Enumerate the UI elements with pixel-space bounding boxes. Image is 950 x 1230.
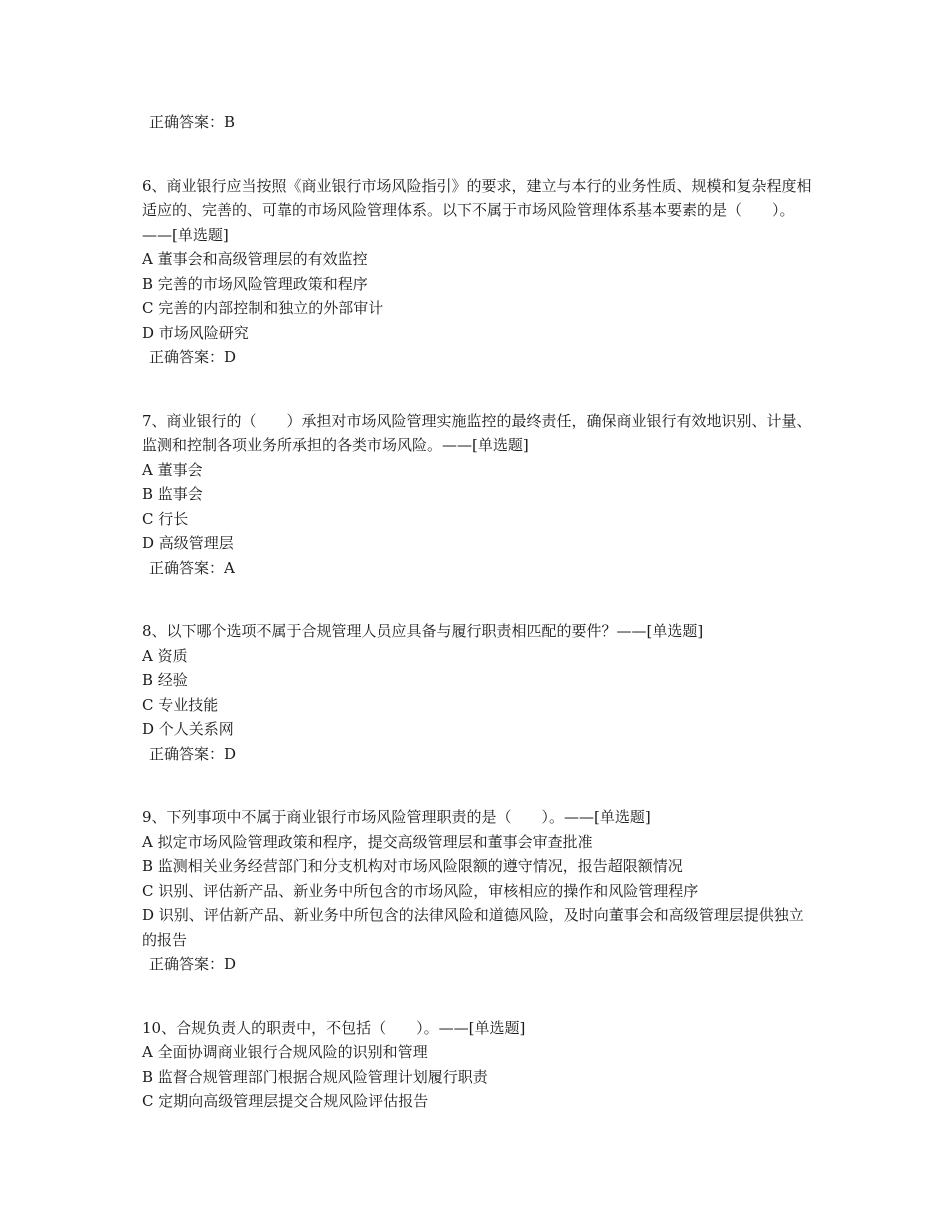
option-d: D 市场风险研究 xyxy=(142,323,249,342)
option-d: D 高级管理层 xyxy=(142,534,234,552)
document-page xyxy=(142,110,822,1114)
question-stem: 10、合规负责人的职责中，不包括（ ）。——[单选题] xyxy=(142,1018,526,1037)
question-10 xyxy=(142,1016,822,1114)
option-b: B 监事会 xyxy=(142,485,203,503)
option-a: A 董事会和高级管理层的有效监控 xyxy=(142,250,368,268)
option-a: A 全面协调商业银行合规风险的识别和管理 xyxy=(142,1043,428,1061)
option-b: B 监督合规管理部门根据合规风险管理计划履行职责 xyxy=(142,1067,488,1086)
option-b: B 经验 xyxy=(142,671,188,689)
correct-answer: 正确答案：D xyxy=(149,348,237,366)
question-6 xyxy=(142,174,822,370)
correct-answer: 正确答案：A xyxy=(149,558,235,577)
spacer xyxy=(142,370,822,409)
option-c: C 专业技能 xyxy=(142,695,219,714)
option-d: D 个人关系网 xyxy=(142,720,234,738)
option-c: C 识别、评估新产品、新业务中所包含的市场风险，审核相应的操作和风险管理程序 xyxy=(142,881,699,900)
option-c: C 定期向高级管理层提交合规风险评估报告 xyxy=(142,1092,429,1110)
option-b: B 完善的市场风险管理政策和程序 xyxy=(142,274,368,293)
question-stem: 8、以下哪个选项不属于合规管理人员应具备与履行职责相匹配的要件？——[单选题] xyxy=(142,622,704,640)
spacer xyxy=(142,977,822,1016)
answer-prev: 正确答案：B xyxy=(149,113,236,131)
option-b: B 监测相关业务经营部门和分支机构对市场风险限额的遵守情况，报告超限额情况 xyxy=(142,857,683,875)
option-d: D 识别、评估新产品、新业务中所包含的法律风险和道德风险，及时向董事会和高级管理层提供独立的报告 xyxy=(142,906,804,949)
spacer xyxy=(142,580,822,619)
correct-answer: 正确答案：D xyxy=(149,744,237,763)
question-9 xyxy=(142,805,822,977)
spacer xyxy=(142,135,822,174)
question-7 xyxy=(142,409,822,581)
spacer xyxy=(142,766,822,805)
correct-answer: 正确答案：D xyxy=(149,955,237,973)
option-c: C 行长 xyxy=(142,509,189,528)
question-stem: 9、下列事项中不属于商业银行市场风险管理职责的是（ ）。——[单选题] xyxy=(142,808,651,826)
question-stem: 6、商业银行应当按照《商业银行市场风险指引》的要求，建立与本行的业务性质、规模和复杂程度相适应的、完善的、可靠的市场风险管理体系。以下不属于市场风险管理体系基本要素的是（ ）。——[单选题] xyxy=(142,176,812,244)
option-c: C 完善的内部控制和独立的外部审计 xyxy=(142,299,384,317)
option-a: A 董事会 xyxy=(142,460,203,479)
option-a: A 资质 xyxy=(142,646,188,665)
question-8 xyxy=(142,619,822,766)
option-a: A 拟定市场风险管理政策和程序，提交高级管理层和董事会审查批准 xyxy=(142,832,593,851)
question-stem: 7、商业银行的（ ）承担对市场风险管理实施监控的最终责任，确保商业银行有效地识别、计量、监测和控制各项业务所承担的各类市场风险。——[单选题] xyxy=(142,411,812,454)
